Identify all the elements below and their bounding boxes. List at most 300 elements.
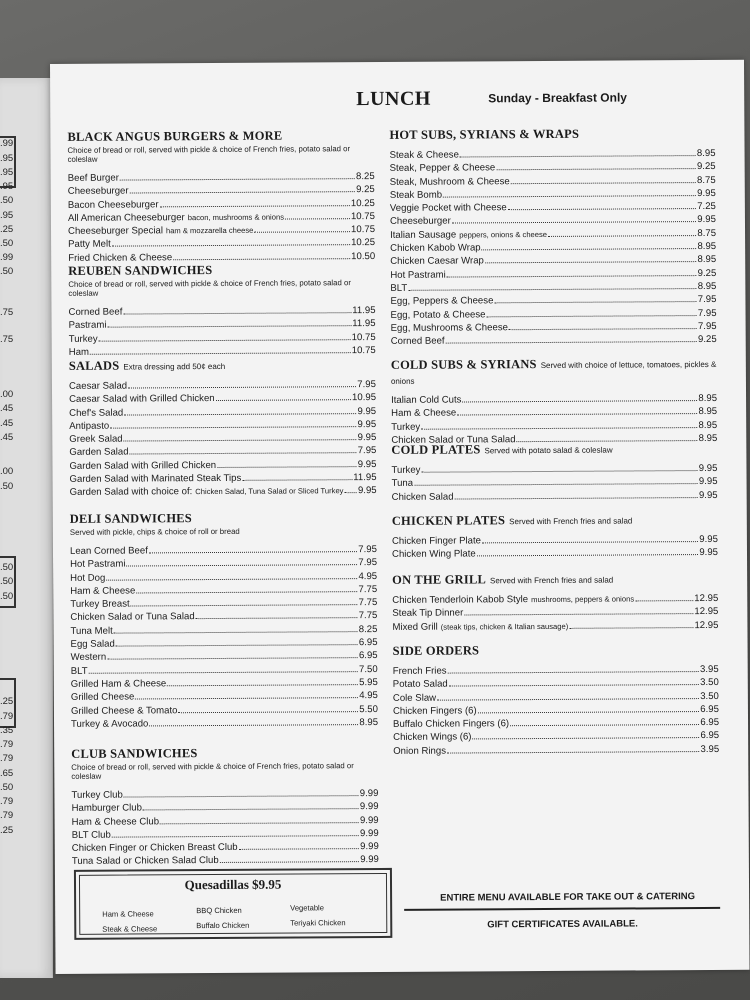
menu-item-name <box>391 420 420 433</box>
dot-leader <box>110 426 356 429</box>
menu-item-name <box>69 433 122 447</box>
dot-leader <box>486 315 696 317</box>
menu-item-name-text: Buffalo Chicken Fingers (6) <box>393 718 510 731</box>
dot-leader <box>477 554 699 556</box>
menu-item-name <box>71 789 122 803</box>
dot-leader <box>217 466 357 468</box>
section-title <box>392 512 718 529</box>
menu-item-price: 10.25 <box>351 237 376 249</box>
menu-item-description: ham & mozzarella cheese <box>165 225 254 236</box>
menu-item-price: 6.95 <box>700 730 720 742</box>
left-page-price-fragment: .75 <box>0 334 14 345</box>
dot-leader <box>452 222 697 224</box>
menu-item-name <box>392 592 634 607</box>
dot-leader <box>149 551 357 553</box>
dot-leader <box>446 341 697 344</box>
menu-item-name <box>71 677 167 691</box>
menu-item-price: 7.95 <box>357 379 376 391</box>
menu-item-name-text: Cheeseburger Special <box>67 225 163 238</box>
menu-section <box>393 642 720 758</box>
menu-item-price: 4.95 <box>358 570 378 582</box>
menu-item-name <box>71 704 178 718</box>
dot-leader <box>508 208 697 210</box>
menu-item-name <box>70 624 112 638</box>
menu-item-name <box>390 295 493 309</box>
menu-item-list <box>392 533 718 562</box>
section-title-note: Served with choice of lettuce, tomatoes, pickles & onions <box>390 359 717 386</box>
menu-section <box>71 745 379 869</box>
menu-item-name <box>69 380 127 394</box>
menu-item-name-text: Egg Salad <box>70 638 115 650</box>
quesadillas-title: Quesadillas $9.95 <box>184 876 282 893</box>
dot-leader <box>462 400 697 402</box>
menu-item-price: 3.50 <box>700 690 719 702</box>
dot-leader <box>242 479 352 481</box>
menu-item-name-text: Chicken Wing Plate <box>391 548 476 561</box>
section-title <box>68 262 375 279</box>
menu-item-name-text: Lean Corned Beef <box>69 545 148 557</box>
menu-item-name <box>393 704 477 718</box>
dot-leader <box>511 182 696 184</box>
section-title <box>391 441 717 458</box>
menu-item-name-text: Beef Burger <box>67 172 119 184</box>
dot-leader <box>448 671 699 674</box>
footer-divider <box>404 907 720 911</box>
menu-item-price: 3.50 <box>700 677 719 689</box>
dot-leader <box>130 453 357 455</box>
dot-leader <box>509 328 697 330</box>
left-page-price-fragment: .50 <box>0 266 14 277</box>
menu-item-name-text: Turkey Breast <box>70 598 130 611</box>
menu-item-price: 7.95 <box>697 320 717 332</box>
menu-item-name-text: Egg, Peppers & Cheese <box>390 295 494 308</box>
menu-item-name-text: All American Cheeseburger <box>67 212 185 224</box>
menu-section <box>392 512 718 562</box>
section-title-text: CHICKEN PLATES <box>391 513 506 528</box>
left-page-price-fragment: .45 <box>0 432 14 443</box>
menu-item-price: 8.95 <box>697 280 717 293</box>
menu-item-name <box>71 651 107 665</box>
dot-leader <box>123 312 351 314</box>
dot-leader <box>120 178 355 180</box>
dot-leader <box>455 497 698 499</box>
menu-item <box>392 489 718 504</box>
menu-item-price: 8.25 <box>355 171 375 183</box>
menu-item-name <box>390 188 442 202</box>
menu-section <box>67 128 375 265</box>
menu-item-name <box>391 407 456 421</box>
menu-item-name <box>70 544 148 558</box>
menu-item-name <box>68 306 122 320</box>
dot-leader <box>149 724 358 726</box>
dot-leader <box>473 738 700 740</box>
left-page-price-fragment: .50 <box>0 562 14 573</box>
left-page-price-fragment: .00 <box>0 466 14 477</box>
dot-leader <box>285 218 350 219</box>
menu-item <box>392 546 718 561</box>
menu-item-name-text: Steak Bomb <box>389 189 443 201</box>
menu-item-price: 8.75 <box>697 227 717 239</box>
menu-item-name-text: Chicken Wings (6) <box>393 731 472 744</box>
dot-leader <box>124 795 359 797</box>
menu-item-name-text: Ham & Cheese <box>70 585 136 597</box>
menu-item-name-text: BLT Club <box>71 829 111 841</box>
menu-item-price: 9.95 <box>698 476 718 488</box>
menu-item-name <box>69 332 98 345</box>
menu-item-price: 3.95 <box>699 663 719 676</box>
menu-item-name-text: Turkey <box>68 333 98 345</box>
menu-item-list <box>68 170 376 265</box>
menu-item-price: 8.95 <box>698 406 718 418</box>
left-page-price-fragment: .50 <box>0 591 14 602</box>
left-page-price-fragment: .99 <box>0 252 14 263</box>
dot-leader <box>421 470 697 473</box>
menu-item-description: (steak tips, chicken & Italian sausage) <box>440 621 569 632</box>
left-page-price-fragment: .25 <box>0 696 14 707</box>
menu-item-name-text: Chicken Finger Plate <box>391 535 482 547</box>
menu-item-name <box>72 841 238 855</box>
menu-section <box>70 510 378 731</box>
menu-item-price: 8.75 <box>697 174 716 186</box>
menu-item-name <box>393 731 471 745</box>
menu-item-name <box>68 172 119 186</box>
menu-item-list <box>70 543 378 731</box>
menu-item-price: 9.95 <box>357 432 377 444</box>
quesadilla-item: Vegetable <box>290 903 324 913</box>
section-title-note: Served with French fries and salad <box>509 516 633 527</box>
menu-item-description: bacon, mushrooms & onions <box>187 212 285 223</box>
menu-item <box>72 853 379 868</box>
menu-item-name-text: Pastrami <box>68 319 107 332</box>
page-subtitle: Sunday - Breakfast Only <box>488 90 627 106</box>
dot-leader <box>220 862 359 864</box>
menu-item-price: 8.95 <box>359 716 379 728</box>
menu-item-price: 3.95 <box>700 743 720 755</box>
menu-item-name <box>68 224 253 238</box>
section-title-text: COLD SUBS & SYRIANS <box>390 357 537 372</box>
section-note: Served with pickle, chips & choice of roll or bread <box>69 526 240 537</box>
dot-leader <box>216 399 351 401</box>
menu-item-name-text: Ham <box>68 346 90 358</box>
menu-item-name <box>393 744 446 758</box>
dot-leader <box>116 644 358 646</box>
left-page-price-fragment: .50 <box>0 481 14 492</box>
menu-item-name-text: Potato Salad <box>392 678 448 691</box>
menu-item-list <box>69 378 377 500</box>
dot-leader <box>136 591 357 593</box>
menu-item-name-text: Chicken Tenderloin Kabob Style <box>392 594 529 606</box>
menu-item-name <box>70 558 126 572</box>
section-title-text: CLUB SANDWICHES <box>71 746 198 761</box>
dot-leader <box>482 248 697 250</box>
dot-leader <box>485 261 697 263</box>
dot-leader <box>408 288 696 291</box>
dot-leader <box>131 604 358 606</box>
left-page-price-fragment: .50 <box>0 782 14 793</box>
left-page-price-fragment: .45 <box>0 418 14 429</box>
quesadilla-item: Buffalo Chicken <box>196 920 250 931</box>
menu-item-name <box>393 691 436 705</box>
menu-item-name-text: Turkey <box>391 421 421 433</box>
dot-leader <box>447 751 700 754</box>
section-note: Choice of bread or roll, served with pickle & choice of French fries, potato salad or coleslaw <box>67 144 351 164</box>
menu-item-price: 7.95 <box>697 307 717 319</box>
menu-item-price: 7.95 <box>697 294 717 306</box>
menu-item-name <box>390 175 510 189</box>
menu-item-name-text: Ham & Cheese Club <box>71 815 160 828</box>
section-title-text: SALADS <box>68 358 120 373</box>
left-page-price-fragment: .79 <box>0 739 14 750</box>
menu-item-price: 8.95 <box>698 392 718 405</box>
quesadilla-item: Teriyaki Chicken <box>290 918 346 928</box>
menu-item-name <box>391 321 508 335</box>
menu-item-name <box>393 678 448 692</box>
dot-leader <box>254 231 350 233</box>
menu-item-price: 5.50 <box>359 703 378 715</box>
dot-leader <box>112 835 359 838</box>
menu-item-name-text: Cheeseburger <box>389 216 451 228</box>
menu-item-name <box>68 185 129 199</box>
menu-item-name <box>391 335 445 349</box>
menu-item-price: 10.75 <box>350 224 376 236</box>
menu-item-name <box>70 584 135 598</box>
menu-item-name <box>68 238 111 252</box>
menu-item-name <box>390 308 485 322</box>
dot-leader <box>437 698 699 701</box>
left-page-price-fragment: .95 <box>0 210 14 221</box>
section-title-note: Extra dressing add 50¢ each <box>123 361 226 372</box>
menu-item-price: 8.95 <box>696 147 716 160</box>
menu-item-price: 10.95 <box>351 392 377 404</box>
menu-item-price: 9.95 <box>698 462 718 475</box>
dot-leader <box>107 325 351 327</box>
left-page-price-fragment: .75 <box>0 307 14 318</box>
menu-item-price: 12.95 <box>694 619 719 631</box>
menu-item-name-text: Patty Melt <box>68 239 111 251</box>
dot-leader <box>548 235 696 237</box>
menu-item-name-text: Garden Salad with Grilled Chicken <box>69 459 217 472</box>
quesadillas-box <box>74 868 392 940</box>
menu-item-name <box>70 598 129 612</box>
menu-item-name <box>392 490 454 504</box>
left-page-price-fragment: .95 <box>0 181 14 192</box>
menu-section <box>392 571 718 634</box>
section-note: Choice of bread or roll, served with pickle & choice of French fries, potato salad or coleslaw <box>68 278 351 298</box>
dot-leader <box>124 413 356 415</box>
section-title <box>69 357 376 374</box>
dot-leader <box>167 684 358 686</box>
menu-item-price: 10.75 <box>351 344 376 357</box>
menu-item-name <box>390 228 547 242</box>
menu-item-name-text: Mixed Grill <box>392 621 438 633</box>
menu-item-price: 12.95 <box>694 592 719 605</box>
menu-item-description: mushrooms, peppers & onions <box>531 594 635 605</box>
menu-item-name-text: Cole Slaw <box>392 692 437 704</box>
menu-item-name <box>392 607 463 621</box>
dot-leader <box>460 155 696 157</box>
section-title-text: SIDE ORDERS <box>392 643 480 658</box>
dot-leader <box>178 711 358 713</box>
menu-item-description: peppers, onions & cheese <box>459 229 548 240</box>
quesadilla-item: Ham & Cheese <box>102 909 154 919</box>
menu-item-name <box>71 638 115 652</box>
menu-item-price: 9.95 <box>699 547 719 559</box>
menu-item-price: 9.25 <box>697 334 717 346</box>
section-title <box>71 745 378 762</box>
menu-item-name-text: Caesar Salad with Grilled Chicken <box>69 393 215 406</box>
menu-item-price: 9.95 <box>698 489 718 501</box>
menu-item-name-text: Chicken Finger or Chicken Breast Club <box>71 842 238 855</box>
section-title-text: HOT SUBS, SYRIANS & WRAPS <box>389 126 580 142</box>
menu-item-name <box>72 829 111 843</box>
menu-item-name-text: Egg, Potato & Cheese <box>390 308 486 321</box>
menu-item-name-text: Steak & Cheese <box>389 149 459 161</box>
dot-leader <box>510 724 699 726</box>
menu-item-price: 9.95 <box>357 485 377 497</box>
menu-item-list <box>393 663 720 758</box>
menu-item-price: 9.99 <box>360 841 379 853</box>
menu-item-name <box>390 215 451 229</box>
menu-item-name-text: Garden Salad with choice of: <box>69 486 193 499</box>
dot-leader <box>464 613 693 615</box>
menu-item-name-text: Hot Pastrami <box>390 269 446 281</box>
menu-item-price: 9.99 <box>360 854 379 866</box>
menu-item-price: 9.99 <box>359 827 379 840</box>
dot-leader <box>344 493 356 494</box>
menu-section <box>69 357 377 500</box>
menu-item <box>71 716 378 731</box>
menu-item-price: 7.95 <box>357 445 377 457</box>
menu-item-price: 8.95 <box>697 254 717 266</box>
menu-section <box>391 441 717 504</box>
dot-leader <box>127 564 358 566</box>
dot-leader <box>457 413 697 415</box>
menu-item-list <box>391 392 717 447</box>
menu-item-name-text: Italian Sausage <box>390 229 457 241</box>
dot-leader <box>449 684 699 687</box>
menu-item-price: 5.95 <box>359 676 378 689</box>
dot-leader <box>130 191 356 193</box>
menu-item-price: 9.95 <box>697 214 716 226</box>
menu-item-name-text: Chicken Kabob Wrap <box>390 242 481 255</box>
menu-item-price: 11.95 <box>353 472 377 484</box>
dot-leader <box>482 541 698 543</box>
dot-leader <box>112 245 350 247</box>
menu-item-name-text: Turkey & Avocado <box>70 718 149 730</box>
dot-leader <box>239 848 359 850</box>
menu-item-price: 10.25 <box>350 197 375 209</box>
dot-leader <box>196 618 358 620</box>
left-page-price-fragment: .25 <box>0 224 14 235</box>
menu-item-price: 6.95 <box>358 650 378 662</box>
section-title <box>389 126 715 143</box>
dot-leader <box>173 258 350 260</box>
menu-item-name <box>393 717 509 731</box>
dot-leader <box>496 168 696 170</box>
menu-item-price: 7.25 <box>697 201 716 213</box>
menu-item-name-text: BLT <box>390 282 408 294</box>
menu-item-name <box>71 717 148 731</box>
dot-leader <box>478 711 700 713</box>
menu-item-list <box>71 787 378 869</box>
section-title-text: DELI SANDWICHES <box>69 511 192 526</box>
menu-item-name-text: Chicken Fingers (6) <box>392 705 477 717</box>
menu-item <box>70 484 377 499</box>
menu-item-name-text: Grilled Ham & Cheese <box>70 678 167 690</box>
menu-item-name-text: Caesar Salad <box>68 380 128 392</box>
menu-item-name <box>69 420 109 434</box>
dot-leader <box>90 352 351 355</box>
menu-item-price: 7.95 <box>358 557 378 569</box>
gift-certificates-note: GIFT CERTIFICATES AVAILABLE. <box>487 918 638 931</box>
menu-item-price: 8.95 <box>698 432 718 444</box>
menu-item-name-text: Antipasto <box>69 420 110 432</box>
menu-item-name-text: Bacon Cheeseburger <box>67 198 159 211</box>
menu-item-price: 9.95 <box>699 533 718 546</box>
menu-item-price: 9.95 <box>357 418 377 431</box>
menu-item-name-text: Tuna Salad or Chicken Salad Club <box>71 855 219 868</box>
menu-item-name-text: Chicken Caesar Wrap <box>390 255 484 268</box>
menu-item-name-text: Chicken Salad or Tuna Salad <box>70 611 195 624</box>
section-title-note: Served with potato salad & coleslaw <box>484 445 613 456</box>
menu-item-name <box>72 802 142 816</box>
dot-leader <box>128 386 356 388</box>
left-page-price-fragment: .50 <box>0 195 14 206</box>
menu-item-name-text: Western <box>70 652 107 664</box>
dot-leader <box>107 658 358 661</box>
left-menu-page <box>0 78 53 978</box>
menu-item-price: 8.95 <box>698 419 718 431</box>
menu-item-name <box>70 571 105 585</box>
left-page-price-fragment: .95 <box>0 167 14 178</box>
menu-item <box>391 333 717 348</box>
menu-item-name <box>69 406 123 420</box>
menu-item-name <box>69 472 241 486</box>
section-title-text: ON THE GRILL <box>392 572 487 587</box>
page-title: LUNCH <box>356 87 432 111</box>
menu-item-name-text: Garden Salad <box>69 447 129 459</box>
menu-item-price: 11.95 <box>352 305 376 317</box>
section-title <box>393 642 719 659</box>
menu-item-price: 6.95 <box>700 717 720 729</box>
menu-item-name-text: Fried Chicken & Cheese <box>68 252 173 264</box>
menu-item-price: 9.25 <box>356 184 375 196</box>
menu-item-name <box>392 477 414 490</box>
dot-leader <box>135 697 358 699</box>
menu-item-name <box>392 548 476 562</box>
section-note: Choice of bread or roll, served with pickle & choice of French fries, potato salad or coleslaw <box>71 761 354 781</box>
menu-item-name-text: Grilled Cheese & Tomato <box>70 704 178 717</box>
menu-item <box>393 743 719 758</box>
menu-item-price: 7.75 <box>358 610 378 622</box>
dot-leader <box>106 578 357 581</box>
menu-item-name-text: French Fries <box>392 665 447 677</box>
menu-item-name <box>68 210 284 225</box>
menu-item-name-text: Tuna <box>391 478 414 490</box>
menu-item-name <box>69 392 215 406</box>
left-page-price-fragment: .79 <box>0 810 14 821</box>
dot-leader <box>494 301 696 303</box>
left-page-price-fragment: .99 <box>0 138 14 149</box>
menu-item-name <box>69 319 107 333</box>
menu-item-name <box>390 255 484 269</box>
menu-item-name <box>390 149 459 163</box>
menu-item-name-text: Hot Pastrami <box>70 558 126 571</box>
menu-item-name-text: Hot Dog <box>70 572 106 584</box>
menu-item-name <box>68 198 159 212</box>
menu-item-name-text: Egg, Mushrooms & Cheese <box>390 322 508 334</box>
menu-item-name <box>390 241 481 255</box>
